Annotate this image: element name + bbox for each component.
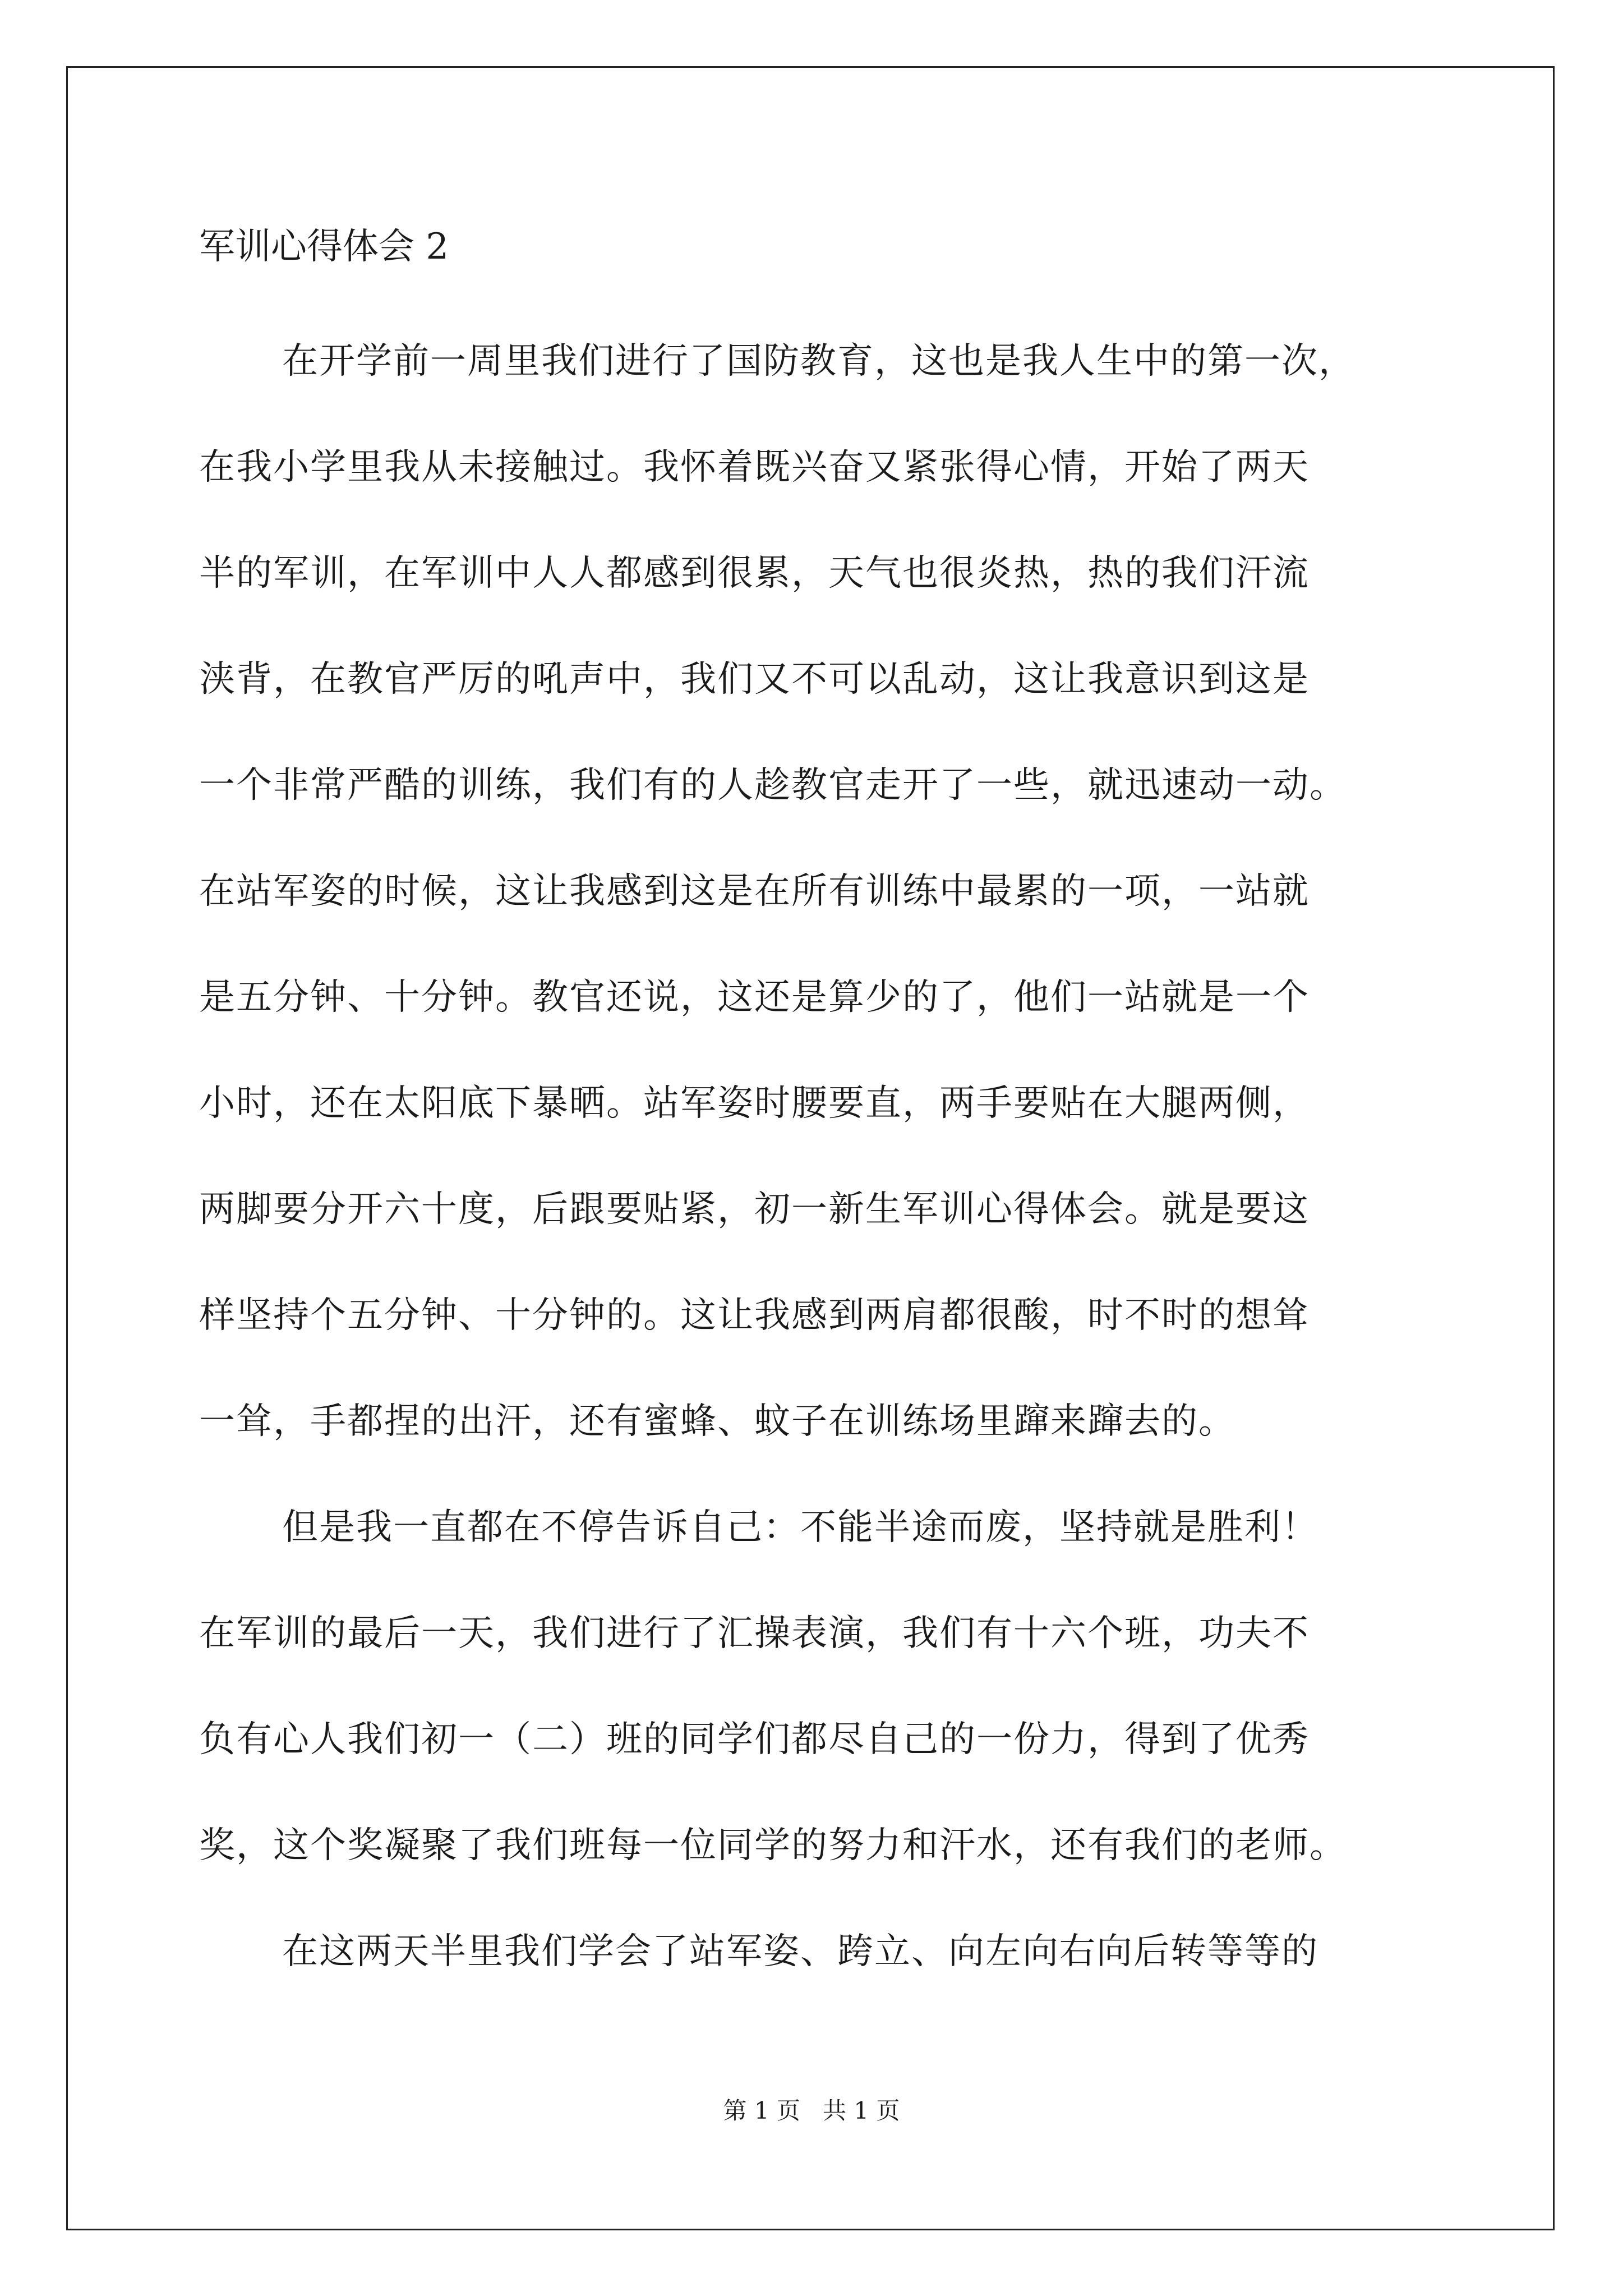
paragraph-2: [199, 1475, 1433, 1899]
text-line: 在我小学里我从未接触过。我怀着既兴奋又紧张得心情，开始了两天: [199, 447, 1310, 488]
text-line: 但是我一直都在不停告诉自己：不能半途而废，坚持就是胜利！: [282, 1507, 1318, 1548]
text-line: 在这两天半里我们学会了站军姿、跨立、向左向右向后转等等的: [282, 1931, 1318, 1972]
text-line: 在军训的最后一天，我们进行了汇操表演，我们有十六个班，功夫不: [199, 1613, 1310, 1654]
text-line: 在站军姿的时候，这让我感到这是在所有训练中最累的一项，一站就: [199, 871, 1310, 912]
document-body: [199, 219, 1433, 2005]
paragraph-1: [199, 309, 1433, 1475]
text-line: 样坚持个五分钟、十分钟的。这让我感到两肩都很酸，时不时的想耸: [199, 1295, 1310, 1336]
paragraph-3: [199, 1899, 1433, 2005]
text-line: 负有心人我们初一（二）班的同学们都尽自己的一份力，得到了优秀: [199, 1719, 1310, 1760]
text-line: 小时，还在太阳底下暴晒。站军姿时腰要直，两手要贴在大腿两侧，: [199, 1083, 1310, 1124]
text-line: 两脚要分开六十度，后跟要贴紧，初一新生军训心得体会。就是要这: [199, 1189, 1310, 1230]
text-line: 一个非常严酷的训练，我们有的人趁教官走开了一些，就迅速动一动。: [199, 765, 1347, 806]
text-line: 一耸，手都捏的出汗，还有蜜蜂、蚊子在训练场里蹿来蹿去的。: [199, 1401, 1235, 1442]
text-line: 浃背，在教官严厉的吼声中，我们又不可以乱动，这让我意识到这是: [199, 659, 1310, 700]
text-line: 是五分钟、十分钟。教官还说，这还是算少的了，他们一站就是一个: [199, 977, 1310, 1018]
document-title: 军训心得体会 2: [199, 226, 449, 268]
text-line: 奖，这个奖凝聚了我们班每一位同学的努力和汗水，还有我们的老师。: [199, 1825, 1347, 1866]
page-footer: 第 1 页 共 1 页: [723, 2097, 900, 2124]
text-line: 在开学前一周里我们进行了国防教育，这也是我人生中的第一次，: [282, 341, 1355, 382]
text-line: 半的军训，在军训中人人都感到很累，天气也很炎热，热的我们汗流: [199, 553, 1310, 594]
